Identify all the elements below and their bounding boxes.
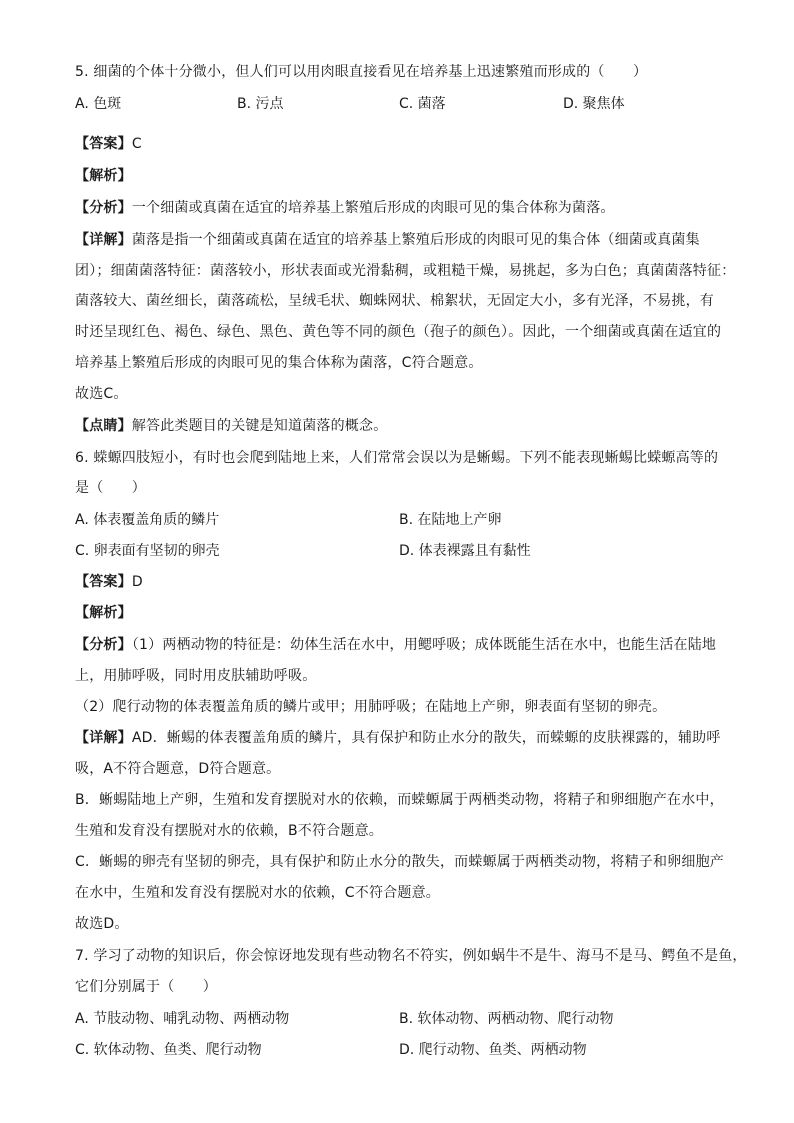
q5-option-c: C. 菌落 [399,96,446,112]
analysis-tag: 【分析】 [75,200,132,216]
analysis-text: （1）两栖动物的特征是：幼体生活在水中，用鳃呼吸；成体既能生活在水中，也能生活在陆地 [131,637,717,653]
q6-analysis-line-2: 上，用肺呼吸，同时用皮肤辅助呼吸。 [75,668,317,684]
review-tag: 【点睛】 [75,418,132,434]
q6-analysis-line-1 [75,636,716,654]
detail-tag: 【详解】 [75,232,132,248]
review-text: 解答此类题目的关键是知道菌落的概念。 [131,418,388,434]
q5-answer [75,135,142,153]
q6-analysis-label: 【解析】 [75,605,132,621]
detail-text: 菌落是指一个细菌或真菌在适宜的培养基上繁殖后形成的肉眼可见的集合体（细菌或真菌集 [131,232,700,248]
q7-option-d: D. 爬行动物、鱼类、两栖动物 [399,1042,587,1058]
q5-stem: 5. 细菌的个体十分微小，但人们可以用肉眼直接看见在培养基上迅速繁殖而形成的（ ） [75,64,648,80]
q7-option-a: A. 节肢动物、哺乳动物、两栖动物 [75,1011,290,1027]
answer-value: D [131,574,143,590]
q5-option-d: D. 聚焦体 [563,96,625,112]
q5-option-a: A. 色斑 [75,96,122,112]
q7-option-b: B. 软体动物、两栖动物、爬行动物 [399,1011,614,1027]
analysis-tag: 【分析】 [75,637,132,653]
q6-conclusion: 故选D。 [75,916,129,932]
q5-analysis [75,199,615,217]
detail-tag: 【详解】 [75,730,132,746]
analysis-text: 一个细菌或真菌在适宜的培养基上繁殖后形成的肉眼可见的集合体称为菌落。 [131,200,615,216]
answer-tag: 【答案】 [75,136,132,152]
q5-detail-line-2: 团）；细菌菌落特征：菌落较小，形状表面或光滑黏稠，或粗糙干燥，易挑起，多为白色；真菌菌落特征： [75,263,736,279]
q5-detail-line-1 [75,231,700,249]
answer-value: C [131,136,142,152]
q5-analysis-label: 【解析】 [75,168,132,184]
q6-detail-line-6: 在水中，生殖和发育没有摆脱对水的依赖，C不符合题意。 [75,885,440,901]
q6-option-d: D. 体表裸露且有黏性 [399,543,531,559]
q7-stem-line-1: 7. 学习了动物的知识后，你会惊讶地发现有些动物名不符实，例如蜗牛不是牛、海马不是马、鳄鱼不是鱼， [75,948,747,964]
q5-detail-line-5: 培养基上繁殖后形成的肉眼可见的集合体称为菌落，C符合题意。 [75,355,483,371]
q6-detail-line-1 [75,729,721,747]
q6-detail-line-3: B．蜥蜴陆地上产卵，生殖和发育摆脱对水的依赖，而蝾螈属于两栖类动物，将精子和卵细胞产在水中， [75,792,724,808]
q5-detail-line-4: 时还呈现红色、褐色、绿色、黑色、黄色等不同的颜色（孢子的颜色）。因此，一个细菌或真菌在适宜的 [75,324,722,340]
q6-option-b: B. 在陆地上产卵 [399,512,502,528]
answer-tag: 【答案】 [75,574,132,590]
q7-option-c: C. 软体动物、鱼类、爬行动物 [75,1042,262,1058]
detail-text: AD．蜥蜴的体表覆盖角质的鳞片，具有保护和防止水分的散失，而蝾螈的皮肤裸露的，辅助呼 [131,730,721,746]
q6-detail-line-2: 吸，A不符合题意，D符合题意。 [75,761,281,777]
q5-option-b: B. 污点 [237,96,284,112]
q6-analysis-line-3: （2）爬行动物的体表覆盖角质的鳞片或甲；用肺呼吸；在陆地上产卵，卵表面有坚韧的卵壳。 [75,699,667,715]
q6-option-c: C. 卵表面有坚韧的卵壳 [75,543,220,559]
q6-option-a: A. 体表覆盖角质的鳞片 [75,512,220,528]
q7-stem-line-2: 它们分别属于（ ） [75,979,217,995]
q6-detail-line-5: C．蜥蜴的卵壳有坚韧的卵壳，具有保护和防止水分的散失，而蝾螈属于两栖类动物，将精子和卵细胞产 [75,854,724,870]
q5-conclusion: 故选C。 [75,386,128,402]
q6-answer [75,573,143,591]
q6-detail-line-4: 生殖和发育没有摆脱对水的依赖，B不符合题意。 [75,823,384,839]
q6-stem-line-2: 是（ ） [75,480,146,496]
q5-review [75,417,387,435]
q5-detail-line-3: 菌落较大、菌丝细长，菌落疏松，呈绒毛状、蜘蛛网状、棉絮状，无固定大小，多有光泽，不易挑，有 [75,293,714,309]
q6-stem-line-1: 6. 蝾螈四肢短小，有时也会爬到陆地上来，人们常常会误以为是蜥蜴。下列不能表现蜥蜴比蝾螈高等的 [75,450,719,466]
